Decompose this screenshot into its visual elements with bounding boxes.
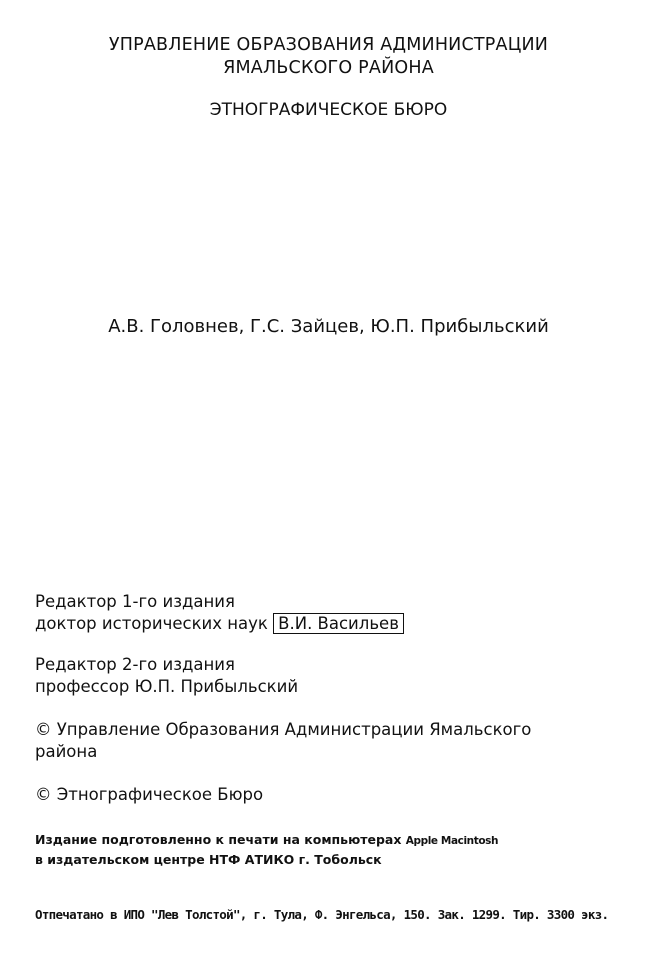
copyright1-line2: района [35, 742, 98, 761]
editor1-title: доктор исторических наук [35, 614, 268, 633]
authors: А.В. Головнев, Г.С. Зайцев, Ю.П. Прибыльский [108, 316, 549, 337]
editor2-label: Редактор 2-го издания [35, 655, 235, 674]
bureau-name: ЭТНОГРАФИЧЕСКОЕ БЮРО [209, 100, 448, 120]
org-name-line2: ЯМАЛЬСКОГО РАЙОНА [223, 58, 434, 78]
printed-info: Отпечатано в ИПО "Лев Толстой", г. Тула, Ф. Энгельса, 150. Зак. 1299. Тир. 3300 экз. [35, 907, 609, 922]
prepared-text: Издание подготовленно к печати на компьютерах [35, 832, 402, 847]
org-name-line1: УПРАВЛЕНИЕ ОБРАЗОВАНИЯ АДМИНИСТРАЦИИ [108, 35, 549, 55]
copyright1-line1: © Управление Образования Администрации Ямальского [35, 720, 532, 739]
apple-macintosh-brand: Apple Macintosh [405, 835, 499, 847]
prepared-line2: в издательском центре НТФ АТИКО г. Тобольск [35, 852, 382, 867]
copyright2: © Этнографическое Бюро [35, 785, 264, 804]
editor1-name-boxed: В.И. Васильев [273, 613, 404, 634]
editor1-credentials [35, 614, 404, 633]
editor1-label: Редактор 1-го издания [35, 592, 235, 611]
prepared-line1 [35, 832, 498, 847]
editor2-name: профессор Ю.П. Прибыльский [35, 677, 299, 696]
